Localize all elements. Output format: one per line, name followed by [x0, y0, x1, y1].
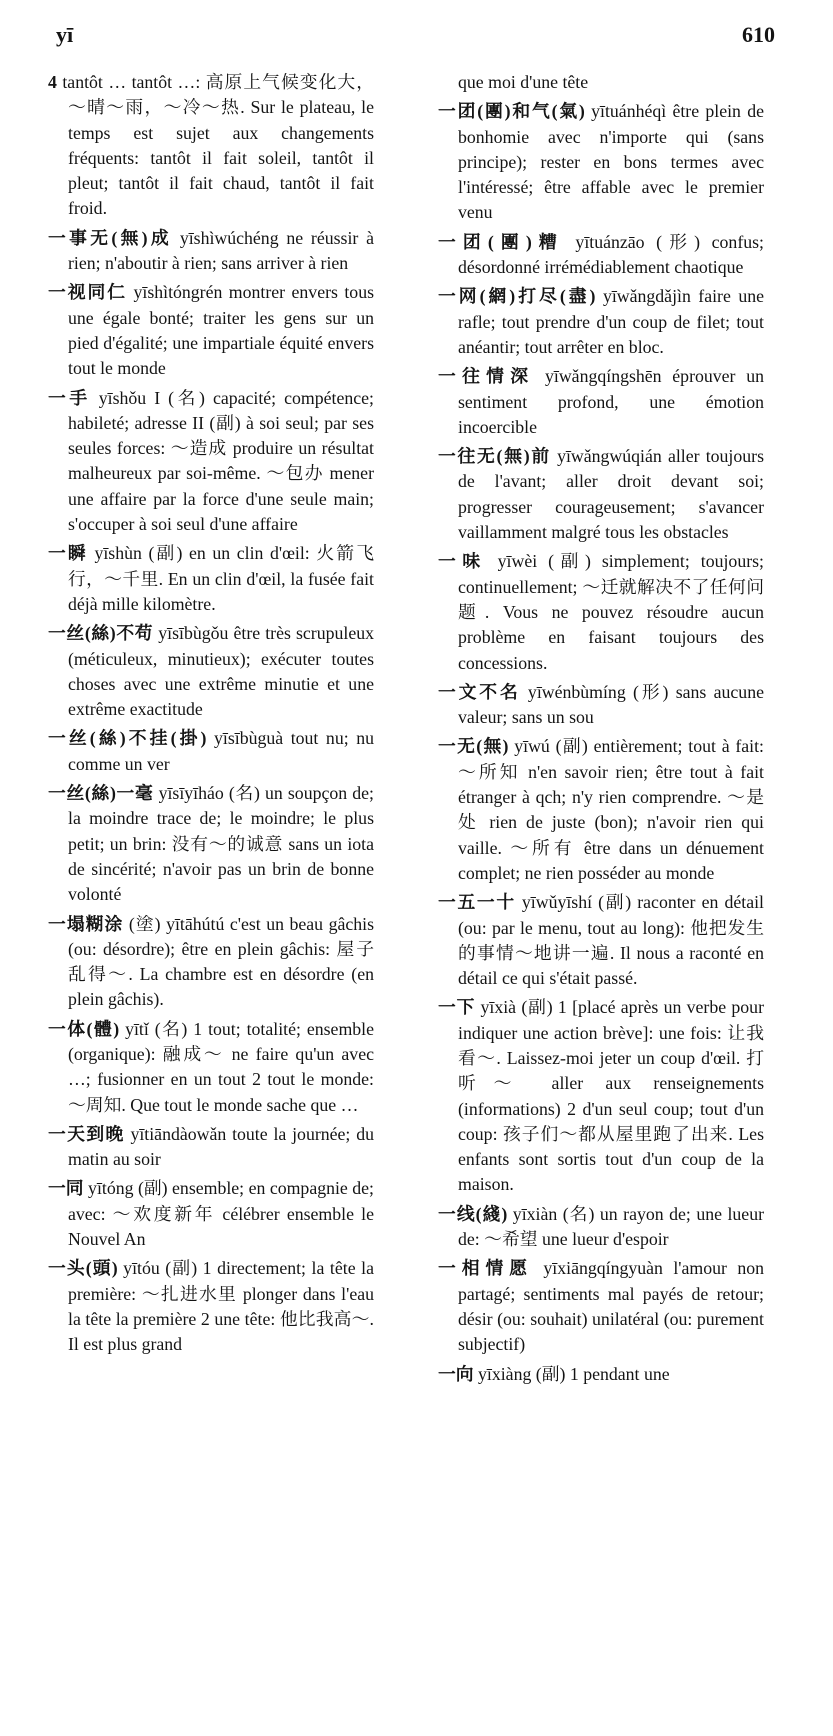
entry-headword: 一丝(絲)不苟 — [48, 623, 154, 644]
entry-definition: yīshùn (副) en un clin d'œil: 火箭飞行，～千里. En un clin d'œil, la fusée fait déjà mille kilomètre. — [68, 543, 374, 614]
entry-definition: yīshìwúchéng ne réussir à rien; n'aboutir à rien; sans arriver à rien — [68, 227, 374, 274]
entry-headword: 一网(網)打尽(盡) — [438, 286, 596, 307]
dictionary-entry — [48, 386, 374, 538]
dictionary-entry — [438, 230, 764, 281]
entry-definition: yītóu (副) 1 directement; la tête la première: ～扎进水里 plonger dans l'eau la tête la première 2 une tête: 他比我高～. Il est plus grand — [68, 1258, 374, 1355]
dictionary-entry — [48, 70, 374, 222]
entry-definition: yītiāndàowǎn toute la journée; du matin au soir — [68, 1123, 374, 1170]
entry-definition: yīsīyīháo (名) un soupçon de; la moindre trace de; le moindre; le plus petit; un brin: 没有～的诚意 sans un iota de sincérité; n'avoir pas un brin de bonne volonté — [68, 783, 374, 905]
entry-headword: 一向 — [438, 1363, 474, 1384]
entry-headword: 一往无(無)前 — [438, 446, 551, 467]
entry-headword: 一相情愿 — [438, 1258, 533, 1279]
entry-headword: 一头(頭) — [48, 1258, 118, 1279]
entry-headword: 一团(團)糟 — [438, 231, 564, 252]
entry-definition: yīwèi (副) simplement; toujours; continuellement; ～迁就解决不了任何问题. Vous ne pouvez résoudre aucun problème en faisant toujours des concessions. — [458, 551, 764, 673]
dictionary-entry — [48, 1176, 374, 1252]
entry-definition: yīwǎngdǎjìn faire une rafle; tout prendre d'un coup de filet; tout anéantir; tout arrêter en bloc. — [458, 286, 764, 357]
dictionary-entry — [48, 541, 374, 617]
dictionary-entry — [48, 280, 374, 381]
entry-definition: yīxiàn (名) un rayon de; une lueur de: ～希望 une lueur d'espoir — [458, 1203, 765, 1250]
entry-headword: 一手 — [48, 387, 91, 408]
entry-headword: 一天到晚 — [48, 1123, 125, 1144]
dictionary-entry — [438, 995, 764, 1197]
entry-headword: 一瞬 — [48, 543, 88, 564]
entry-continuation — [438, 70, 764, 95]
dictionary-entry — [48, 781, 374, 907]
dictionary-entry — [438, 99, 764, 225]
dictionary-entry — [48, 226, 374, 277]
dictionary-entry — [48, 621, 374, 722]
entry-definition: yīwǔyīshí (副) raconter en détail (ou: par le menu, tout au long): 他把发生的事情～地讲一遍. Il nous a raconté en détail ce qui s'était passé. — [458, 892, 764, 989]
entry-definition: yīwénbùmíng (形) sans aucune valeur; sans un sou — [458, 681, 764, 728]
entry-definition: yīshìtóngrén montrer envers tous une égale bonté; traiter les gens sur un pied d'égalité; une impartiale équité envers tout le monde — [68, 282, 374, 379]
entry-headword: 一塌糊涂 — [48, 913, 124, 934]
entry-definition: yītǐ (名) 1 tout; totalité; ensemble (organique): 融成～ ne faire qu'un avec …; fusionner en un tout 2 tout le monde: ～周知. Que tout le monde sache que … — [68, 1018, 375, 1115]
dictionary-entry — [438, 444, 764, 545]
entry-headword: 一丝(絲)一毫 — [48, 783, 154, 804]
entry-headword: 一五一十 — [438, 892, 516, 913]
dictionary-entry — [48, 1017, 374, 1118]
entry-headword: 一同 — [48, 1178, 84, 1199]
entry-headword: 一往情深 — [438, 366, 535, 387]
entry-headword: 一无(無) — [438, 736, 509, 757]
dictionary-entry — [48, 726, 374, 777]
dictionary-entry — [438, 364, 764, 440]
dictionary-entry — [438, 284, 764, 360]
entry-definition: yīxiàng (副) 1 pendant une — [473, 1363, 670, 1384]
dictionary-entry — [438, 1256, 764, 1357]
dictionary-entry — [438, 1362, 764, 1387]
entry-headword: 一丝(絲)不挂(掛) — [48, 728, 207, 749]
dictionary-entry — [48, 912, 374, 1013]
dictionary-entry — [438, 890, 764, 991]
entry-headword: 4 — [48, 72, 57, 92]
entry-definition: yīsībùguà tout nu; nu comme un ver — [68, 728, 374, 774]
entry-definition: yīxiāngqíngyuàn l'amour non partagé; sentiments mal payés de retour; désir (ou: souhait) unilatéral (ou: purement subjectif) — [458, 1258, 764, 1355]
entry-definition: yītuánhéqì être plein de bonhomie avec n'importe qui (sans principe); rester en bons termes avec l'intéressé; être affable avec le premier venu — [458, 101, 765, 223]
entry-headword: 一体(體) — [48, 1018, 120, 1039]
entry-definition: yītóng (副) ensemble; en compagnie de; avec: ～欢度新年 célébrer ensemble le Nouvel An — [68, 1178, 374, 1250]
entry-definition: yīxià (副) 1 [placé après un verbe pour indiquer une action brève]: une fois: 让我看～. Laissez-moi jeter un coup d'œil. 打听～ aller aux renseignements (informations) 2 d'un seul coup; tout d'un coup: 孩子们～都从屋里跑了出来. Les enfants sont sortis tout d'un coup de la maison. — [458, 997, 764, 1195]
dictionary-entry — [48, 1122, 374, 1173]
entry-headword: 一线(綫) — [438, 1203, 508, 1224]
page-header — [0, 0, 833, 58]
entry-definition: yītuánzāo (形) confus; désordonné irrémédiablement chaotique — [458, 231, 764, 278]
entry-headword: 一视同仁 — [48, 282, 128, 303]
left-column — [48, 70, 374, 1362]
dictionary-entry — [438, 680, 764, 731]
entry-definition: tantôt … tantôt …: 高原上气候变化大，～晴～雨，～冷～热. Sur le plateau, le temps est sujet aux changements fréquents: tantôt il fait soleil, tantôt il pleut; tantôt il fait chaud, tantôt il fait froid. — [56, 72, 374, 219]
entry-definition: yīwǎngwúqián aller toujours de l'avant; aller droit devant soi; progresser courageusement; s'avancer vaillamment malgré tous les obstacles — [458, 446, 764, 543]
dictionary-entry — [438, 1202, 764, 1253]
entry-definition: yīshǒu I (名) capacité; compétence; habileté; adresse II (副) à soi seul; par ses seules forces: ～造成 produire un résultat malheureux par soi-même. ～包办 mener une affaire par la force d'une seule main; s'occuper à soi seul d'une affaire — [68, 387, 374, 535]
page-number: 610 — [742, 22, 775, 47]
entry-definition: yīsībùgǒu être très scrupuleux (méticuleux, minutieux); exécuter toutes choses avec une extrême minutie et une extrême exactitude — [68, 623, 375, 720]
entry-definition: (塗) yītāhútú c'est un beau gâchis (ou: désordre); être en plein gâchis: 屋子乱得～. La chambre est en désordre (en plein gâchis). — [68, 913, 374, 1010]
entry-headword: 一团(團)和气(氣) — [438, 101, 585, 122]
running-head: yī — [56, 22, 74, 47]
entry-definition: yīwǎngqíngshēn éprouver un sentiment profond, une émotion incoercible — [458, 366, 764, 437]
entry-headword: 一下 — [438, 997, 476, 1018]
dictionary-entry — [438, 549, 764, 675]
dictionary-entry — [48, 1256, 374, 1357]
right-column — [438, 70, 764, 1391]
entry-definition: que moi d'une tête — [458, 72, 589, 92]
entry-headword: 一文不名 — [438, 681, 521, 702]
entry-headword: 一事无(無)成 — [48, 227, 173, 248]
entry-definition: yīwú (副) entièrement; tout à fait: ～所知 n'en savoir rien; être tout à fait étranger à qch; n'y rien comprendre. ～是处 rien de juste (bon); n'avoir rien qui vaille. ～所有 être dans un dénuement complet; ne rien posséder au monde — [458, 736, 764, 883]
entry-headword: 一味 — [438, 551, 487, 572]
dictionary-entry — [438, 734, 764, 886]
